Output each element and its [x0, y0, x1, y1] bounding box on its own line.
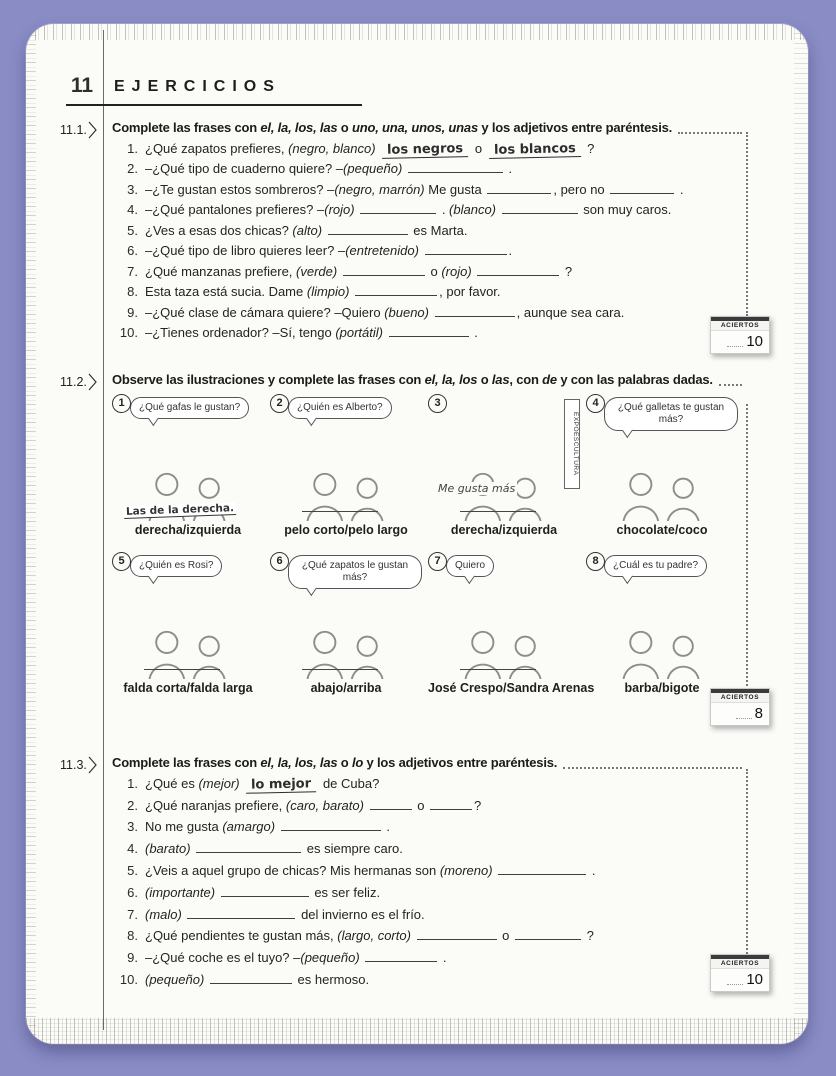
text-run — [240, 776, 244, 791]
item-text — [145, 264, 572, 279]
item-number: 8. — [127, 284, 138, 300]
illustration-panel — [112, 397, 264, 543]
text-run — [419, 243, 423, 258]
blank-line — [430, 798, 472, 810]
speech-text: Me gusta más — [438, 481, 516, 495]
section-label — [60, 373, 98, 391]
text-run: y con las palabras dadas. — [556, 372, 713, 387]
blank-line — [360, 202, 436, 214]
exercise-11-1 — [60, 120, 742, 360]
item-number: 1. — [127, 775, 138, 791]
item-number: 4. — [127, 202, 138, 218]
item-number: 6. — [127, 884, 138, 900]
page-edge-texture — [26, 24, 808, 40]
text-run: –¿Tienes ordenador? –Sí, tengo — [145, 325, 336, 341]
text-run — [472, 264, 476, 279]
text-run: de Cuba? — [319, 775, 380, 791]
blank-line — [328, 223, 408, 235]
text-run: (negro, marrón) — [334, 181, 425, 197]
text-run: es ser feliz. — [310, 884, 381, 900]
text-run: . — [504, 161, 513, 177]
speech-bubble: ¿Qué galletas te gustan más? — [604, 397, 738, 431]
exercise-item-list — [112, 141, 742, 346]
text-run: . — [438, 202, 450, 218]
exercise-item — [112, 305, 742, 326]
panel-illustration — [586, 397, 738, 521]
panel-illustration — [586, 555, 738, 679]
item-text — [145, 776, 379, 791]
banner-text: EXPOESCULTURA — [564, 399, 580, 489]
speech-bubble: ¿Cuál es tu padre? — [604, 555, 707, 577]
text-run: No me gusta — [145, 819, 223, 835]
item-number: 9. — [127, 304, 138, 320]
exercise-item — [112, 325, 742, 346]
item-text — [145, 841, 403, 856]
text-run — [493, 863, 497, 878]
panel-caption: barba/bigote — [624, 680, 700, 695]
text-run: , aunque sea cara. — [516, 304, 625, 320]
text-run: –¿Qué pantalones prefieres? – — [145, 202, 325, 218]
item-number: 4. — [127, 841, 138, 857]
aciertos-value: 10 — [746, 971, 763, 988]
panel-number: 7 — [428, 552, 447, 571]
illustration-panel — [428, 397, 580, 543]
section-chevron-icon — [88, 121, 98, 139]
text-run — [204, 972, 208, 987]
text-run: . — [470, 325, 478, 341]
item-text — [145, 182, 684, 197]
blank-line — [355, 284, 437, 296]
instructions-text — [112, 120, 672, 137]
cartoon-figures — [434, 469, 574, 521]
score-dots — [736, 718, 752, 719]
exercise-item — [112, 223, 742, 244]
text-run — [411, 928, 415, 943]
exercise-item — [112, 264, 742, 285]
text-run: (rojo) — [441, 263, 472, 279]
item-number: 7. — [127, 263, 138, 279]
item-number: 6. — [127, 243, 138, 259]
speech-bubble: ¿Quién es Alberto? — [288, 397, 392, 419]
item-text — [145, 284, 501, 299]
dotted-border — [746, 132, 748, 316]
section-chevron-icon — [88, 373, 98, 391]
panel-number: 3 — [428, 394, 447, 413]
section-label — [60, 756, 98, 774]
blank-line — [498, 863, 586, 875]
text-run: ¿Veis a aquel grupo de chicas? Mis hermanas son — [145, 863, 440, 879]
panel-caption: derecha/izquierda — [134, 522, 242, 537]
text-run — [496, 202, 500, 217]
text-run: . — [508, 243, 513, 259]
text-run — [322, 223, 326, 238]
text-run: (bueno) — [384, 304, 429, 320]
panel-number: 2 — [270, 394, 289, 413]
text-run: (rojo) — [324, 202, 355, 218]
exercise-item — [112, 284, 742, 305]
illustration-panel — [586, 555, 738, 701]
text-run — [364, 798, 368, 813]
blank-line — [302, 511, 378, 512]
text-run: (blanco) — [449, 202, 497, 218]
blank-line — [196, 841, 301, 853]
text-run: (amargo) — [222, 819, 276, 835]
text-run: Complete las frases con — [112, 755, 261, 770]
text-run — [360, 950, 364, 965]
panel-caption: pelo corto/pelo largo — [284, 522, 408, 537]
exercise-item — [112, 202, 742, 223]
illustration-panel — [270, 397, 422, 543]
speech-bubble: ¿Qué gafas le gustan? — [130, 397, 249, 419]
panel-number: 4 — [586, 394, 605, 413]
text-run: (caro, barato) — [285, 797, 364, 813]
blank-line — [487, 182, 551, 194]
exercise-item — [112, 141, 742, 162]
text-run — [355, 202, 359, 217]
text-run: . — [439, 950, 447, 966]
page-edge-texture — [26, 1018, 808, 1044]
text-run: o — [498, 928, 514, 944]
aciertos-badge — [710, 954, 770, 992]
dotted-leader — [678, 122, 742, 134]
aciertos-value: 10 — [746, 333, 763, 350]
cartoon-figures — [118, 627, 258, 679]
text-run: y los adjetivos entre paréntesis. — [363, 755, 558, 770]
text-run: ¿Qué manzanas prefiere, — [145, 263, 297, 279]
blank-line — [343, 264, 425, 276]
text-run: (importante) — [145, 884, 216, 900]
text-run: Esta taza está sucia. Dame — [145, 284, 307, 300]
exercise-item — [112, 972, 742, 994]
cartoon-figures — [592, 627, 732, 679]
item-number: 7. — [127, 906, 138, 922]
exercise-item — [112, 776, 742, 798]
aciertos-label: ACIERTOS — [711, 693, 769, 703]
instructions-text — [112, 755, 557, 772]
speech-bubble: ¿Quién es Rosi? — [130, 555, 222, 577]
section-chevron-icon — [88, 756, 98, 774]
section-number: 11.1. — [60, 123, 87, 137]
blank-line — [144, 669, 220, 670]
margin-rule — [103, 30, 104, 1030]
blank-line — [610, 182, 674, 194]
text-run — [215, 885, 219, 900]
text-run: (mejor) — [198, 775, 240, 791]
item-text — [145, 885, 380, 900]
panel-illustration — [428, 397, 580, 521]
text-run: , por favor. — [439, 284, 501, 300]
item-number: 8. — [127, 928, 138, 944]
text-run — [383, 325, 387, 340]
blank-line — [425, 243, 507, 255]
text-run: (negro, blanco) — [288, 140, 376, 156]
exercise-item — [112, 950, 742, 972]
text-run: , pero no — [553, 181, 609, 197]
score-dots — [727, 984, 743, 985]
text-run: o — [413, 797, 429, 813]
text-run: uno, una, unos, unas — [351, 120, 478, 135]
handwritten-answer: los blancos — [489, 141, 581, 159]
item-number: 2. — [127, 161, 138, 177]
text-run — [182, 907, 186, 922]
title-underline — [66, 104, 362, 106]
item-text — [145, 305, 624, 320]
text-run: (alto) — [292, 222, 323, 238]
item-text — [145, 950, 447, 965]
exercise-item — [112, 182, 742, 203]
text-run: ¿Qué es — [145, 775, 199, 791]
dotted-border — [746, 404, 748, 686]
exercise-item — [112, 243, 742, 264]
item-text — [145, 161, 512, 176]
text-run: Me gusta — [424, 181, 486, 197]
text-run: Observe las ilustraciones y complete las frases con — [112, 372, 425, 387]
item-text — [145, 907, 425, 922]
exercise-item-list — [112, 776, 742, 994]
item-number: 5. — [127, 222, 138, 238]
text-run: del invierno es el frío. — [297, 906, 425, 922]
text-run: –¿Qué clase de cámara quiere? –Quiero — [145, 304, 385, 320]
page-title: EJERCICIOS — [114, 78, 281, 95]
instructions-text — [112, 372, 713, 389]
exercise-item — [112, 907, 742, 929]
exercise-11-2 — [60, 372, 742, 724]
blank-line — [515, 928, 581, 940]
page-edge-texture — [26, 24, 36, 1044]
exercise-instructions — [112, 120, 742, 137]
text-run — [402, 161, 406, 176]
item-text — [145, 325, 478, 340]
panel-illustration — [428, 555, 580, 679]
unit-number: 11 — [70, 74, 94, 97]
panel-caption: chocolate/coco — [616, 522, 708, 537]
text-run: o — [337, 755, 352, 770]
panel-illustration — [112, 397, 264, 521]
item-text — [145, 243, 512, 258]
section-number: 11.3. — [60, 758, 87, 772]
section-number: 11.2. — [60, 375, 87, 389]
exercise-item — [112, 819, 742, 841]
exercise-11-3 — [60, 755, 742, 1001]
blank-line — [365, 950, 437, 962]
cartoon-figures — [276, 627, 416, 679]
exercise-item — [112, 841, 742, 863]
item-text — [145, 972, 369, 987]
illustration-panel — [112, 555, 264, 701]
text-run: , con — [509, 372, 543, 387]
text-run — [191, 841, 195, 856]
text-run: –¿Qué tipo de cuaderno quiere? – — [145, 161, 344, 177]
blank-line — [435, 305, 515, 317]
handwritten-answer: Las de la derecha. — [124, 502, 236, 519]
exercise-item — [112, 798, 742, 820]
section-label — [60, 121, 98, 139]
handwritten-answer: lo mejor — [246, 776, 316, 793]
text-run: (verde) — [296, 263, 338, 279]
text-run: (pequeño) — [145, 972, 205, 988]
text-run: –¿Qué tipo de libro quieres leer? – — [145, 243, 346, 259]
speech-bubble: Quiero — [446, 555, 494, 577]
item-number: 2. — [127, 797, 138, 813]
blank-line — [460, 669, 536, 670]
cartoon-figures — [434, 627, 574, 679]
item-text — [145, 141, 594, 156]
item-number: 10. — [119, 972, 138, 988]
panel-illustration — [270, 555, 422, 679]
aciertos-label: ACIERTOS — [711, 959, 769, 969]
text-run: (moreno) — [439, 863, 493, 879]
text-run: el, la, los — [424, 372, 478, 387]
text-run: (largo, corto) — [337, 928, 411, 944]
blank-line — [281, 819, 381, 831]
item-text — [145, 863, 595, 878]
dotted-border — [746, 769, 748, 954]
text-run: lo — [351, 755, 364, 770]
text-run: o — [477, 372, 492, 387]
text-run: (pequeño) — [343, 161, 403, 177]
dotted-leader — [719, 374, 742, 386]
illustration-panel — [586, 397, 738, 543]
text-run: ? — [474, 797, 482, 813]
blank-line — [460, 511, 536, 512]
aciertos-value: 8 — [754, 705, 763, 722]
blank-line — [477, 264, 559, 276]
cartoon-figures — [592, 469, 732, 521]
text-run: y los adjetivos entre paréntesis. — [477, 120, 673, 135]
text-run — [429, 305, 433, 320]
score-dots — [727, 346, 743, 347]
item-number: 3. — [127, 181, 138, 197]
text-run: es hermoso. — [293, 972, 370, 988]
text-run: (entretenido) — [345, 243, 419, 259]
text-run — [337, 264, 341, 279]
text-run: (portátil) — [335, 325, 383, 341]
panel-number: 6 — [270, 552, 289, 571]
text-run: ¿Qué naranjas prefiere, — [145, 797, 286, 813]
blank-line — [408, 161, 503, 173]
panel-number: 8 — [586, 552, 605, 571]
text-run: ? — [583, 928, 594, 944]
illustration-grid — [112, 397, 742, 701]
panel-illustration — [112, 555, 264, 679]
text-run: o — [337, 120, 352, 135]
blank-line — [370, 798, 412, 810]
text-run: –¿Qué coche es el tuyo? – — [145, 950, 301, 966]
text-run: o — [471, 140, 486, 156]
item-text — [145, 798, 481, 813]
text-run: el, la, los, las — [260, 755, 338, 770]
text-run — [376, 141, 380, 156]
dotted-leader — [563, 757, 742, 769]
text-run — [275, 819, 279, 834]
item-number: 5. — [127, 863, 138, 879]
blank-line — [389, 325, 469, 337]
item-number: 10. — [119, 325, 138, 341]
exercise-item — [112, 928, 742, 950]
item-number: 3. — [127, 819, 138, 835]
blank-line — [302, 669, 378, 670]
aciertos-badge — [710, 316, 770, 354]
exercise-instructions — [112, 755, 742, 772]
text-run: de — [542, 372, 557, 387]
aciertos-badge — [710, 688, 770, 726]
panel-caption: derecha/izquierda — [450, 522, 558, 537]
text-run: (pequeño) — [300, 950, 360, 966]
text-run: . — [382, 819, 390, 835]
text-run: las — [491, 372, 510, 387]
item-text — [145, 202, 671, 217]
text-run: –¿Te gustan estos sombreros? – — [145, 181, 335, 197]
exercise-item — [112, 161, 742, 182]
panel-number: 1 — [112, 394, 131, 413]
text-run: (limpio) — [306, 284, 350, 300]
text-run: ¿Qué pendientes te gustan más, — [145, 928, 338, 944]
blank-line — [210, 972, 292, 984]
text-run: . — [676, 181, 684, 197]
exercise-instructions — [112, 372, 742, 389]
panel-illustration — [270, 397, 422, 521]
text-run — [349, 284, 353, 299]
page-edge-texture — [794, 24, 808, 1044]
speech-bubble: ¿Qué zapatos le gustan más? — [288, 555, 422, 589]
illustration-panel — [270, 555, 422, 701]
panel-caption: abajo/arriba — [310, 680, 382, 695]
text-run: son muy caros. — [579, 202, 672, 218]
item-text — [145, 223, 467, 238]
handwritten-answer: los negros — [382, 141, 468, 159]
item-number: 9. — [127, 950, 138, 966]
panel-caption: José Crespo/Sandra Arenas — [428, 680, 595, 695]
item-text — [145, 819, 390, 834]
text-run: (malo) — [145, 906, 182, 922]
text-run: ¿Qué zapatos prefieres, — [145, 140, 289, 156]
text-run: ? — [583, 140, 595, 156]
text-run: o — [426, 263, 442, 279]
item-number: 1. — [127, 140, 138, 156]
scanned-page — [26, 24, 808, 1044]
blank-line — [417, 928, 497, 940]
exercise-item — [112, 863, 742, 885]
exercise-item — [112, 885, 742, 907]
text-run: Complete las frases con — [112, 120, 261, 135]
text-run: es Marta. — [409, 222, 468, 238]
text-run: ¿Ves a esas dos chicas? — [145, 222, 293, 238]
illustration-panel — [428, 555, 595, 701]
text-run: es siempre caro. — [303, 841, 403, 857]
text-run: ? — [561, 263, 573, 279]
text-run: . — [588, 863, 596, 879]
text-run: (barato) — [145, 841, 191, 857]
blank-line — [187, 907, 295, 919]
blank-line — [502, 202, 578, 214]
panel-caption: falda corta/falda larga — [123, 680, 253, 695]
blank-line — [221, 885, 309, 897]
aciertos-label: ACIERTOS — [711, 321, 769, 331]
item-text — [145, 928, 594, 943]
cartoon-figures — [276, 469, 416, 521]
text-run: el, la, los, las — [260, 120, 338, 135]
panel-number: 5 — [112, 552, 131, 571]
